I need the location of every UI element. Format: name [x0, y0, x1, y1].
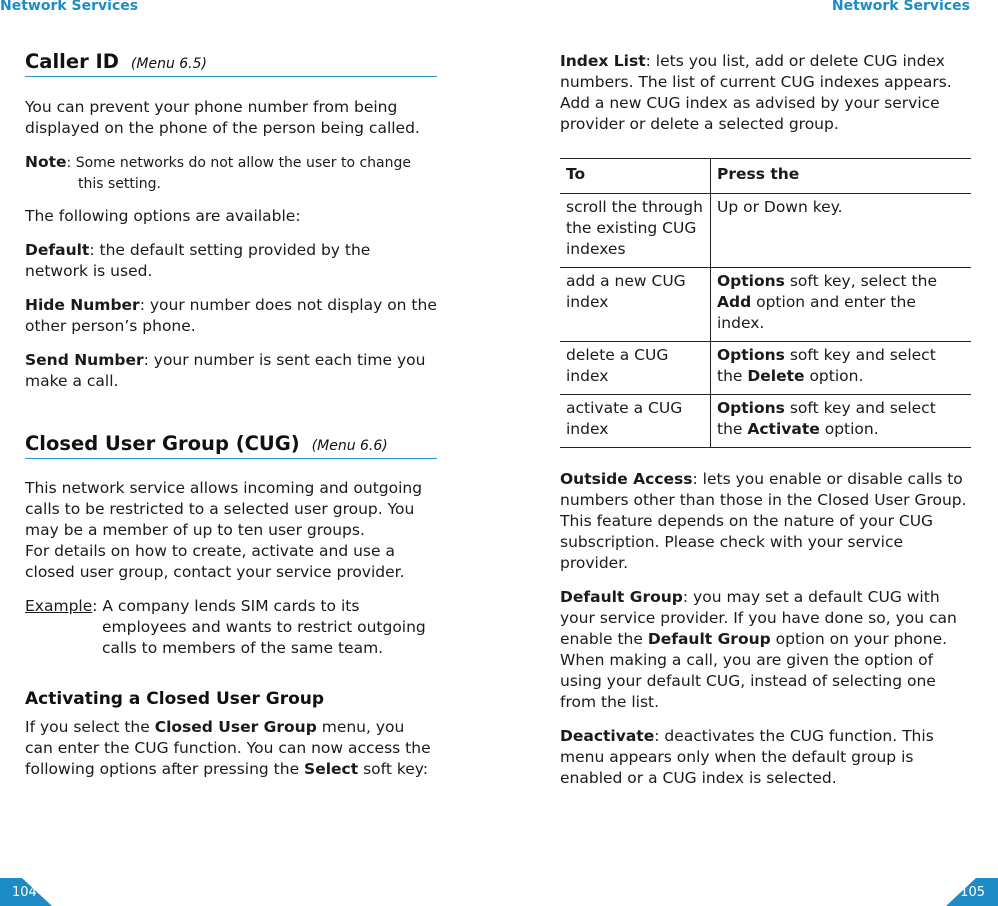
option-default-desc: : the default setting provided by the network is used.: [25, 241, 371, 280]
table-col-press: Press the: [711, 159, 972, 194]
default-group: [560, 587, 971, 713]
page-number-right-text: 105: [960, 885, 985, 900]
cug-rule: [25, 458, 437, 459]
table-header-row: [560, 159, 971, 194]
table-cell-to: add a new CUG index: [560, 268, 711, 342]
cug-index-table: [560, 158, 971, 448]
option-hide-number: [25, 295, 437, 337]
activating-text-3: soft key:: [358, 760, 429, 778]
index-list-term: Index List: [560, 52, 646, 70]
outside-access: [560, 469, 971, 574]
activating-bold-1: Closed User Group: [154, 718, 317, 736]
example-text: : A company lends SIM cards to its employees and wants to restrict outgoing calls to members of the same team.: [92, 597, 426, 657]
activating-bold-2: Select: [304, 760, 359, 778]
header-right: Network Services: [831, 0, 970, 14]
page-number-left-text: 104: [12, 885, 37, 900]
caller-id-heading: [25, 50, 437, 73]
table-col-to: To: [560, 159, 711, 194]
cug-intro-1: This network service allows incoming and outgoing calls to be restricted to a selected user group. You may be a member of up to ten user groups.: [25, 479, 423, 539]
table-cell-to: scroll the through the existing CUG indexes: [560, 194, 711, 268]
cell-text: option and enter the index.: [717, 293, 916, 332]
index-list-desc: : lets you list, add or delete CUG index numbers. The list of current CUG indexes appears. Add a new CUG index as advised by your service provider or delete a selected group.: [560, 52, 952, 133]
table-row: [560, 194, 971, 268]
index-list: [560, 51, 971, 135]
page-number-right: [946, 878, 998, 906]
option-hide-number-term: Hide Number: [25, 296, 140, 314]
example-label: Example: [25, 597, 93, 615]
activating-paragraph: [25, 717, 437, 780]
table-cell-press: [711, 194, 972, 268]
activating-heading: Activating a Closed User Group: [25, 689, 325, 709]
option-send-number: [25, 350, 437, 392]
default-group-desc-2: option on your phone. When making a call, you are given the option of using your default CUG, instead of selecting one from the list.: [560, 630, 948, 711]
table-row: [560, 342, 971, 395]
table-cell-press: [711, 268, 972, 342]
option-hide-number-desc: : your number does not display on the other person’s phone.: [25, 296, 437, 335]
deactivate: [560, 726, 971, 789]
cell-text: option.: [804, 367, 864, 385]
option-default: [25, 240, 437, 282]
cell-bold: Delete: [747, 367, 805, 385]
note-label: Note: [25, 153, 67, 171]
table-cell-to: delete a CUG index: [560, 342, 711, 395]
table-row: [560, 395, 971, 448]
table-cell-press: [711, 342, 972, 395]
cell-text: Up or Down key.: [717, 198, 843, 216]
cell-bold: Options: [717, 399, 785, 417]
cell-bold: Activate: [747, 420, 820, 438]
caller-id-title: Caller ID: [25, 50, 119, 73]
table-row: [560, 268, 971, 342]
cell-text: soft key, select the: [784, 272, 937, 290]
header-left: Network Services: [0, 0, 139, 14]
cell-text: soft key and select the: [717, 399, 936, 438]
page-number-left: [0, 878, 52, 906]
cug-title: Closed User Group (CUG): [25, 432, 300, 455]
outside-access-desc: : lets you enable or disable calls to numbers other than those in the Closed User Group. This feature depends on the nature of your CUG subscription. Please check with your service provider.: [560, 470, 967, 572]
cell-bold: Options: [717, 346, 785, 364]
options-intro: The following options are available:: [25, 207, 301, 225]
outside-access-term: Outside Access: [560, 470, 693, 488]
note-text: : Some networks do not allow the user to change this setting.: [66, 155, 412, 192]
activating-text-1: If you select the: [25, 718, 155, 736]
deactivate-desc: : deactivates the CUG function. This menu appears only when the default group is enabled or a CUG index is selected.: [560, 727, 934, 787]
option-send-number-desc: : your number is sent each time you make a call.: [25, 351, 426, 390]
cug-example: [25, 596, 437, 659]
table-cell-to: activate a CUG index: [560, 395, 711, 448]
right-page: [560, 51, 971, 789]
activating-text-2: menu, you can enter the CUG function. You can now access the following options after pressing the: [25, 718, 431, 778]
caller-id-menu-ref: (Menu 6.5): [130, 56, 207, 72]
deactivate-term: Deactivate: [560, 727, 655, 745]
cell-text: option.: [819, 420, 879, 438]
table-cell-press: [711, 395, 972, 448]
caller-id-note: [25, 152, 437, 195]
option-default-term: Default: [25, 241, 90, 259]
caller-id-intro: You can prevent your phone number from being displayed on the phone of the person being called.: [25, 98, 420, 137]
default-group-term: Default Group: [560, 588, 683, 606]
cug-heading: [25, 432, 437, 455]
cug-menu-ref: (Menu 6.6): [311, 438, 388, 454]
cell-bold: Options: [717, 272, 785, 290]
caller-id-rule: [25, 76, 437, 77]
cell-bold: Add: [717, 293, 752, 311]
left-page: [25, 50, 437, 780]
option-send-number-term: Send Number: [25, 351, 144, 369]
default-group-desc-1: : you may set a default CUG with your service provider. If you have done so, you can enable the: [560, 588, 957, 648]
cell-text: soft key and select the: [717, 346, 936, 385]
cug-intro-2: For details on how to create, activate and use a closed user group, contact your service provider.: [25, 542, 405, 581]
default-group-bold: Default Group: [647, 630, 771, 648]
